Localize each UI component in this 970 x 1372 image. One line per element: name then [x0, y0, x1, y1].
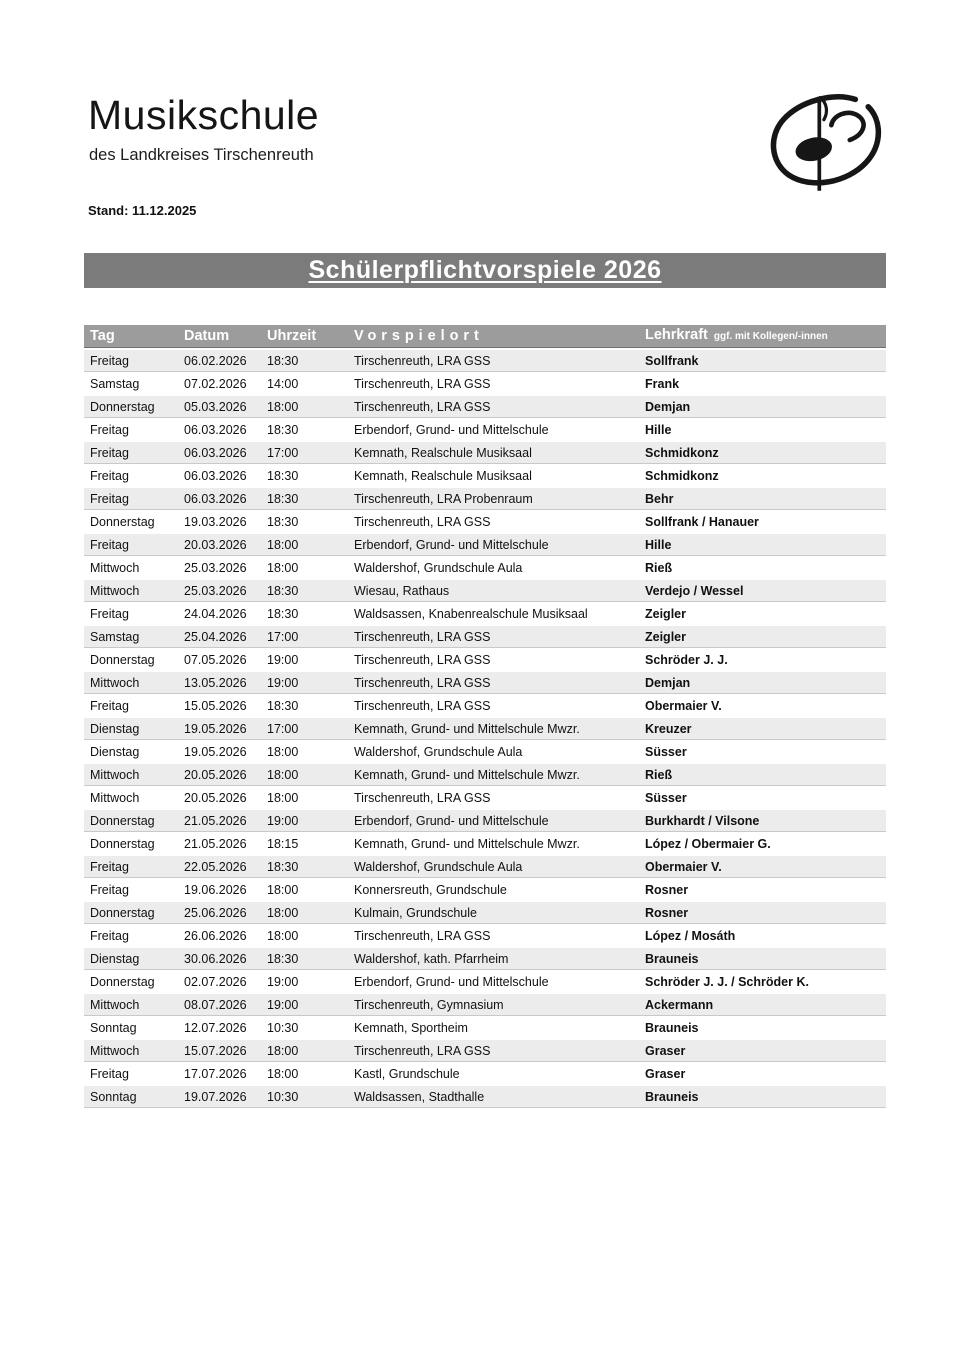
cell-lehrkraft: Burkhardt / Vilsone — [645, 814, 760, 828]
cell-lehrkraft: Demjan — [645, 400, 691, 414]
cell-tag: Freitag — [90, 883, 129, 897]
cell-lehrkraft: Sollfrank / Hanauer — [645, 515, 759, 529]
cell-uhrzeit: 14:00 — [267, 377, 299, 391]
cell-uhrzeit: 18:00 — [267, 791, 299, 805]
cell-datum: 08.07.2026 — [184, 998, 247, 1012]
cell-uhrzeit: 10:30 — [267, 1021, 299, 1035]
cell-uhrzeit: 18:00 — [267, 1067, 299, 1081]
cell-tag: Donnerstag — [90, 906, 155, 920]
cell-tag: Freitag — [90, 538, 129, 552]
cell-tag: Samstag — [90, 630, 140, 644]
table-row — [84, 396, 886, 419]
cell-lehrkraft: Behr — [645, 492, 674, 506]
cell-vorspielort: Wiesau, Rathaus — [354, 584, 450, 598]
cell-lehrkraft: López / Mosáth — [645, 929, 736, 943]
cell-datum: 25.03.2026 — [184, 584, 247, 598]
cell-uhrzeit: 18:00 — [267, 768, 299, 782]
cell-lehrkraft: Süsser — [645, 745, 687, 759]
org-name: Musikschule — [88, 92, 320, 138]
cell-vorspielort: Tirschenreuth, LRA GSS — [354, 653, 491, 667]
cell-datum: 25.03.2026 — [184, 561, 247, 575]
cell-vorspielort: Tirschenreuth, LRA GSS — [354, 354, 491, 368]
cell-tag: Freitag — [90, 446, 129, 460]
cell-tag: Donnerstag — [90, 814, 155, 828]
cell-vorspielort: Kastl, Grundschule — [354, 1067, 460, 1081]
cell-uhrzeit: 17:00 — [267, 446, 299, 460]
cell-vorspielort: Tirschenreuth, LRA GSS — [354, 377, 491, 391]
cell-vorspielort: Tirschenreuth, LRA GSS — [354, 791, 491, 805]
cell-uhrzeit: 18:00 — [267, 400, 299, 414]
table-row — [84, 511, 886, 534]
cell-uhrzeit: 19:00 — [267, 998, 299, 1012]
cell-uhrzeit: 18:00 — [267, 929, 299, 943]
table-row — [84, 534, 886, 557]
cell-lehrkraft: Schmidkonz — [645, 446, 719, 460]
cell-uhrzeit: 18:00 — [267, 883, 299, 897]
cell-datum: 15.05.2026 — [184, 699, 247, 713]
cell-lehrkraft: Rosner — [645, 906, 689, 920]
cell-tag: Freitag — [90, 1067, 129, 1081]
cell-datum: 20.05.2026 — [184, 791, 247, 805]
cell-datum: 05.03.2026 — [184, 400, 247, 414]
table-row — [84, 787, 886, 810]
table-row — [84, 488, 886, 511]
cell-vorspielort: Waldershof, Grundschule Aula — [354, 561, 523, 575]
cell-tag: Mittwoch — [90, 791, 140, 805]
table-row — [84, 672, 886, 695]
table-row — [84, 994, 886, 1017]
cell-tag: Donnerstag — [90, 515, 155, 529]
cell-tag: Freitag — [90, 492, 129, 506]
title-banner — [84, 253, 886, 288]
cell-datum: 21.05.2026 — [184, 814, 247, 828]
table-body — [84, 350, 886, 1109]
cell-tag: Donnerstag — [90, 975, 155, 989]
cell-lehrkraft: Brauneis — [645, 1090, 699, 1104]
cell-uhrzeit: 18:30 — [267, 952, 299, 966]
cell-uhrzeit: 18:30 — [267, 699, 299, 713]
cell-datum: 06.03.2026 — [184, 469, 247, 483]
cell-tag: Freitag — [90, 699, 129, 713]
cell-tag: Freitag — [90, 469, 129, 483]
cell-vorspielort: Tirschenreuth, LRA GSS — [354, 699, 491, 713]
cell-datum: 17.07.2026 — [184, 1067, 247, 1081]
cell-uhrzeit: 17:00 — [267, 722, 299, 736]
cell-tag: Freitag — [90, 929, 129, 943]
cell-datum: 02.07.2026 — [184, 975, 247, 989]
table-row — [84, 810, 886, 833]
cell-lehrkraft: Rosner — [645, 883, 689, 897]
cell-uhrzeit: 18:30 — [267, 515, 299, 529]
table-row — [84, 833, 886, 856]
cell-tag: Freitag — [90, 607, 129, 621]
cell-datum: 20.05.2026 — [184, 768, 247, 782]
col-header-lehrkraft-label: Lehrkraft — [645, 327, 708, 343]
cell-uhrzeit: 18:00 — [267, 906, 299, 920]
cell-datum: 06.03.2026 — [184, 492, 247, 506]
cell-datum: 20.03.2026 — [184, 538, 247, 552]
cell-vorspielort: Kemnath, Grund- und Mittelschule Mwzr. — [354, 722, 580, 736]
cell-lehrkraft: Frank — [645, 377, 680, 391]
cell-tag: Sonntag — [90, 1090, 137, 1104]
cell-vorspielort: Tirschenreuth, LRA GSS — [354, 929, 491, 943]
cell-vorspielort: Waldsassen, Knabenrealschule Musiksaal — [354, 607, 588, 621]
table-header-row — [84, 325, 886, 348]
cell-vorspielort: Tirschenreuth, LRA Probenraum — [354, 492, 533, 506]
cell-vorspielort: Tirschenreuth, Gymnasium — [354, 998, 504, 1012]
cell-uhrzeit: 19:00 — [267, 814, 299, 828]
table-row — [84, 1017, 886, 1040]
cell-vorspielort: Erbendorf, Grund- und Mittelschule — [354, 423, 549, 437]
cell-vorspielort: Erbendorf, Grund- und Mittelschule — [354, 814, 549, 828]
table-row — [84, 925, 886, 948]
cell-uhrzeit: 18:00 — [267, 538, 299, 552]
cell-datum: 25.04.2026 — [184, 630, 247, 644]
table-row — [84, 626, 886, 649]
table-row — [84, 649, 886, 672]
col-header-vorspielort: Vorspielort — [354, 328, 484, 344]
col-header-tag: Tag — [90, 328, 115, 344]
table-row — [84, 879, 886, 902]
cell-tag: Samstag — [90, 377, 140, 391]
table-row — [84, 1040, 886, 1063]
cell-lehrkraft: Brauneis — [645, 952, 699, 966]
music-note-swirl-logo-icon — [763, 84, 883, 196]
cell-tag: Donnerstag — [90, 400, 155, 414]
col-header-lehrkraft-note: ggf. mit Kollegen/-innen — [713, 331, 828, 342]
table-row — [84, 580, 886, 603]
cell-uhrzeit: 19:00 — [267, 653, 299, 667]
cell-vorspielort: Waldershof, Grundschule Aula — [354, 745, 523, 759]
cell-lehrkraft: Süsser — [645, 791, 687, 805]
cell-vorspielort: Erbendorf, Grund- und Mittelschule — [354, 538, 549, 552]
cell-lehrkraft: Graser — [645, 1067, 686, 1081]
cell-tag: Mittwoch — [90, 768, 140, 782]
cell-vorspielort: Kemnath, Grund- und Mittelschule Mwzr. — [354, 837, 580, 851]
table-row — [84, 603, 886, 626]
table-row — [84, 741, 886, 764]
table-row — [84, 465, 886, 488]
cell-vorspielort: Waldershof, Grundschule Aula — [354, 860, 523, 874]
table-row — [84, 419, 886, 442]
cell-lehrkraft: Schröder J. J. — [645, 653, 728, 667]
cell-uhrzeit: 19:00 — [267, 975, 299, 989]
col-header-datum: Datum — [184, 328, 230, 344]
table-row — [84, 971, 886, 994]
cell-vorspielort: Kemnath, Sportheim — [354, 1021, 468, 1035]
cell-vorspielort: Kemnath, Realschule Musiksaal — [354, 446, 532, 460]
cell-uhrzeit: 18:30 — [267, 860, 299, 874]
cell-tag: Dienstag — [90, 952, 140, 966]
cell-tag: Freitag — [90, 423, 129, 437]
cell-datum: 06.02.2026 — [184, 354, 247, 368]
table-row — [84, 1086, 886, 1109]
stand-date-label: Stand: 11.12.2025 — [88, 203, 197, 218]
cell-vorspielort: Tirschenreuth, LRA GSS — [354, 515, 491, 529]
col-header-uhrzeit: Uhrzeit — [267, 328, 317, 344]
cell-uhrzeit: 10:30 — [267, 1090, 299, 1104]
cell-lehrkraft: Obermaier V. — [645, 860, 722, 874]
cell-vorspielort: Tirschenreuth, LRA GSS — [354, 400, 491, 414]
cell-lehrkraft: Hille — [645, 423, 672, 437]
cell-uhrzeit: 17:00 — [267, 630, 299, 644]
table-row — [84, 557, 886, 580]
cell-uhrzeit: 19:00 — [267, 676, 299, 690]
cell-datum: 22.05.2026 — [184, 860, 247, 874]
cell-vorspielort: Kulmain, Grundschule — [354, 906, 477, 920]
cell-datum: 24.04.2026 — [184, 607, 247, 621]
cell-tag: Mittwoch — [90, 561, 140, 575]
cell-tag: Donnerstag — [90, 653, 155, 667]
cell-tag: Freitag — [90, 354, 129, 368]
cell-lehrkraft: López / Obermaier G. — [645, 837, 771, 851]
cell-lehrkraft: Verdejo / Wessel — [645, 584, 744, 598]
cell-datum: 19.03.2026 — [184, 515, 247, 529]
table-row — [84, 695, 886, 718]
cell-datum: 19.05.2026 — [184, 745, 247, 759]
cell-datum: 13.05.2026 — [184, 676, 247, 690]
cell-vorspielort: Kemnath, Grund- und Mittelschule Mwzr. — [354, 768, 580, 782]
cell-datum: 30.06.2026 — [184, 952, 247, 966]
cell-uhrzeit: 18:30 — [267, 492, 299, 506]
cell-datum: 07.05.2026 — [184, 653, 247, 667]
cell-tag: Dienstag — [90, 722, 140, 736]
cell-datum: 19.05.2026 — [184, 722, 247, 736]
cell-lehrkraft: Obermaier V. — [645, 699, 722, 713]
cell-datum: 06.03.2026 — [184, 423, 247, 437]
cell-vorspielort: Konnersreuth, Grundschule — [354, 883, 507, 897]
cell-vorspielort: Kemnath, Realschule Musiksaal — [354, 469, 532, 483]
table-row — [84, 856, 886, 879]
cell-lehrkraft: Graser — [645, 1044, 686, 1058]
cell-vorspielort: Waldershof, kath. Pfarrheim — [354, 952, 509, 966]
cell-tag: Mittwoch — [90, 1044, 140, 1058]
cell-uhrzeit: 18:30 — [267, 607, 299, 621]
cell-tag: Dienstag — [90, 745, 140, 759]
cell-lehrkraft: Rieß — [645, 768, 673, 782]
cell-tag: Sonntag — [90, 1021, 137, 1035]
cell-tag: Donnerstag — [90, 837, 155, 851]
cell-tag: Mittwoch — [90, 676, 140, 690]
cell-datum: 12.07.2026 — [184, 1021, 247, 1035]
table-row — [84, 373, 886, 396]
cell-lehrkraft: Zeigler — [645, 607, 686, 621]
table-row — [84, 442, 886, 465]
table-row — [84, 718, 886, 741]
cell-lehrkraft: Zeigler — [645, 630, 686, 644]
cell-datum: 25.06.2026 — [184, 906, 247, 920]
cell-lehrkraft: Schmidkonz — [645, 469, 719, 483]
cell-tag: Mittwoch — [90, 584, 140, 598]
cell-lehrkraft: Schröder J. J. / Schröder K. — [645, 975, 809, 989]
cell-datum: 21.05.2026 — [184, 837, 247, 851]
cell-uhrzeit: 18:15 — [267, 837, 299, 851]
cell-lehrkraft: Brauneis — [645, 1021, 699, 1035]
cell-lehrkraft: Hille — [645, 538, 672, 552]
cell-lehrkraft: Ackermann — [645, 998, 714, 1012]
org-subtitle: des Landkreises Tirschenreuth — [89, 146, 314, 164]
table-row — [84, 902, 886, 925]
cell-datum: 06.03.2026 — [184, 446, 247, 460]
cell-lehrkraft: Demjan — [645, 676, 691, 690]
cell-uhrzeit: 18:00 — [267, 1044, 299, 1058]
cell-vorspielort: Tirschenreuth, LRA GSS — [354, 630, 491, 644]
cell-lehrkraft: Rieß — [645, 561, 673, 575]
col-header-lehrkraft — [645, 324, 886, 348]
cell-uhrzeit: 18:00 — [267, 745, 299, 759]
cell-uhrzeit: 18:30 — [267, 469, 299, 483]
cell-uhrzeit: 18:00 — [267, 561, 299, 575]
cell-uhrzeit: 18:30 — [267, 423, 299, 437]
cell-tag: Freitag — [90, 860, 129, 874]
cell-vorspielort: Waldsassen, Stadthalle — [354, 1090, 485, 1104]
cell-vorspielort: Tirschenreuth, LRA GSS — [354, 1044, 491, 1058]
cell-lehrkraft: Kreuzer — [645, 722, 692, 736]
cell-datum: 15.07.2026 — [184, 1044, 247, 1058]
table-row — [84, 764, 886, 787]
table-row — [84, 948, 886, 971]
schedule-table — [84, 325, 886, 1109]
cell-uhrzeit: 18:30 — [267, 354, 299, 368]
cell-vorspielort: Tirschenreuth, LRA GSS — [354, 676, 491, 690]
cell-tag: Mittwoch — [90, 998, 140, 1012]
page-title: Schülerpflichtvorspiele 2026 — [308, 256, 662, 284]
cell-lehrkraft: Sollfrank — [645, 354, 699, 368]
cell-datum: 19.06.2026 — [184, 883, 247, 897]
cell-datum: 26.06.2026 — [184, 929, 247, 943]
cell-uhrzeit: 18:30 — [267, 584, 299, 598]
cell-vorspielort: Erbendorf, Grund- und Mittelschule — [354, 975, 549, 989]
cell-datum: 19.07.2026 — [184, 1090, 247, 1104]
table-row — [84, 1063, 886, 1086]
cell-datum: 07.02.2026 — [184, 377, 247, 391]
table-row — [84, 350, 886, 373]
